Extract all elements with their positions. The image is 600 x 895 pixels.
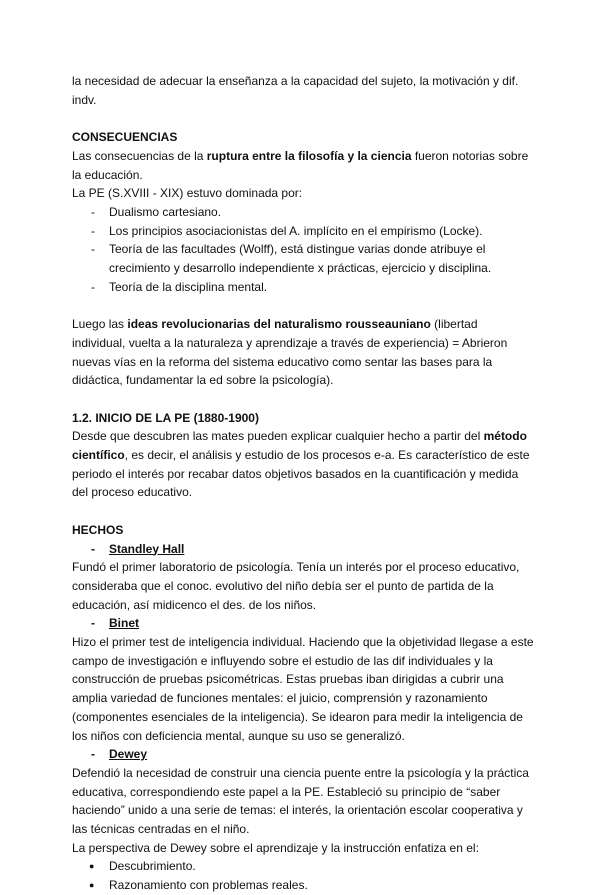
- inicio-paragraph: [72, 427, 534, 502]
- consecuencias-paragraph: [72, 147, 534, 184]
- consecuencias-heading: CONSECUENCIAS: [72, 130, 178, 145]
- dewey-bullet-list: [72, 857, 534, 894]
- binet-name: - Binet: [72, 614, 534, 633]
- binet-title-list: [72, 614, 534, 633]
- list-item: ● Descubrimiento.: [72, 857, 534, 876]
- dewey-name: - Dewey: [72, 745, 534, 764]
- naturalismo-text-2: (libertad individual, vuelta a la naturaleza y aprendizaje a través de experiencia) = Abrieron nuevas vías en la reforma del sistema educativo como sentar las bases para la didáctica, fundamentar la ed sobre la psicología).: [72, 317, 508, 388]
- naturalismo-text-1: Luego las: [72, 317, 128, 332]
- document-page: [72, 72, 534, 895]
- list-item: ● Razonamiento con problemas reales.: [72, 876, 534, 895]
- hechos-heading: HECHOS: [72, 522, 124, 537]
- hall-name: - Standley Hall: [72, 540, 534, 559]
- naturalismo-bold: ideas revolucionarias del naturalismo rousseauniano: [127, 317, 431, 332]
- list-item: - Teoría de la disciplina mental.: [72, 278, 534, 297]
- consecuencias-text-2: fueron notorias sobre la educación.: [72, 148, 529, 182]
- dewey-title-list: [72, 745, 534, 764]
- metodo-bold: método científico: [72, 429, 527, 463]
- list-item: - Los principios asociacionistas del A. implícito en el empirismo (Locke).: [72, 222, 534, 241]
- binet-paragraph: Hizo el primer test de inteligencia individual. Haciendo que la objetividad llegase a este campo de investigación e influyendo sobre el estudio de las dif individuales y la construcción de pruebas psicométricas. Estas pruebas iban dirigidas a cubrir una amplia variedad de funciones mentales: el juicio, comprensión y razonamiento (componentes esenciales de la inteligencia). Se idearon para medir la inteligencia de los niños con deficiencia mental, aunque su uso se generalizó.: [72, 635, 534, 743]
- dewey-perspective-paragraph: La perspectiva de Dewey sobre el aprendizaje y la instrucción enfatiza en el:: [72, 840, 479, 855]
- consecuencias-text-1: Las consecuencias de la: [72, 148, 207, 163]
- intro-paragraph: la necesidad de adecuar la enseñanza a la capacidad del sujeto, la motivación y dif. indv.: [72, 74, 519, 107]
- inicio-text-2: , es decir, el análisis y estudio de los procesos e-a. Es característico de este periodo el interés por recabar datos objetivos basados en la cuantificación y medida del proceso educativo.: [72, 448, 530, 500]
- dewey-paragraph: Defendió la necesidad de construir una ciencia puente entre la psicología y la práctica educativa, correspondiendo este papel a la PE. Estableció su principio de “saber haciendo” unido a una serie de temas: el interés, la orientación escolar cooperativa y las técnicas centradas en el niño.: [72, 765, 529, 837]
- hall-paragraph: Fundó el primer laboratorio de psicología. Tenía un interés por el proceso educativo, consideraba que el conoc. evolutivo del niño debía ser el punto de partida de la educación, así midicenco el des. de los niños.: [72, 560, 520, 612]
- naturalismo-paragraph: [72, 315, 534, 390]
- list-item: - Teoría de las facultades (Wolff), está distingue varias donde atribuye el crecimiento y desarrollo independiente x prácticas, ejercicio y disciplina.: [72, 240, 534, 277]
- consecuencias-list: [72, 203, 534, 297]
- ruptura-bold: ruptura entre la filosofía y la ciencia: [206, 148, 412, 163]
- hall-title-list: [72, 540, 534, 559]
- list-item: - Dualismo cartesiano.: [72, 203, 534, 222]
- pe-dominada-paragraph: La PE (S.XVIII - XIX) estuvo dominada por:: [72, 186, 303, 201]
- inicio-heading: 1.2. INICIO DE LA PE (1880-1900): [72, 410, 259, 425]
- inicio-text-1: Desde que descubren las mates pueden explicar cualquier hecho a partir del: [72, 429, 484, 444]
